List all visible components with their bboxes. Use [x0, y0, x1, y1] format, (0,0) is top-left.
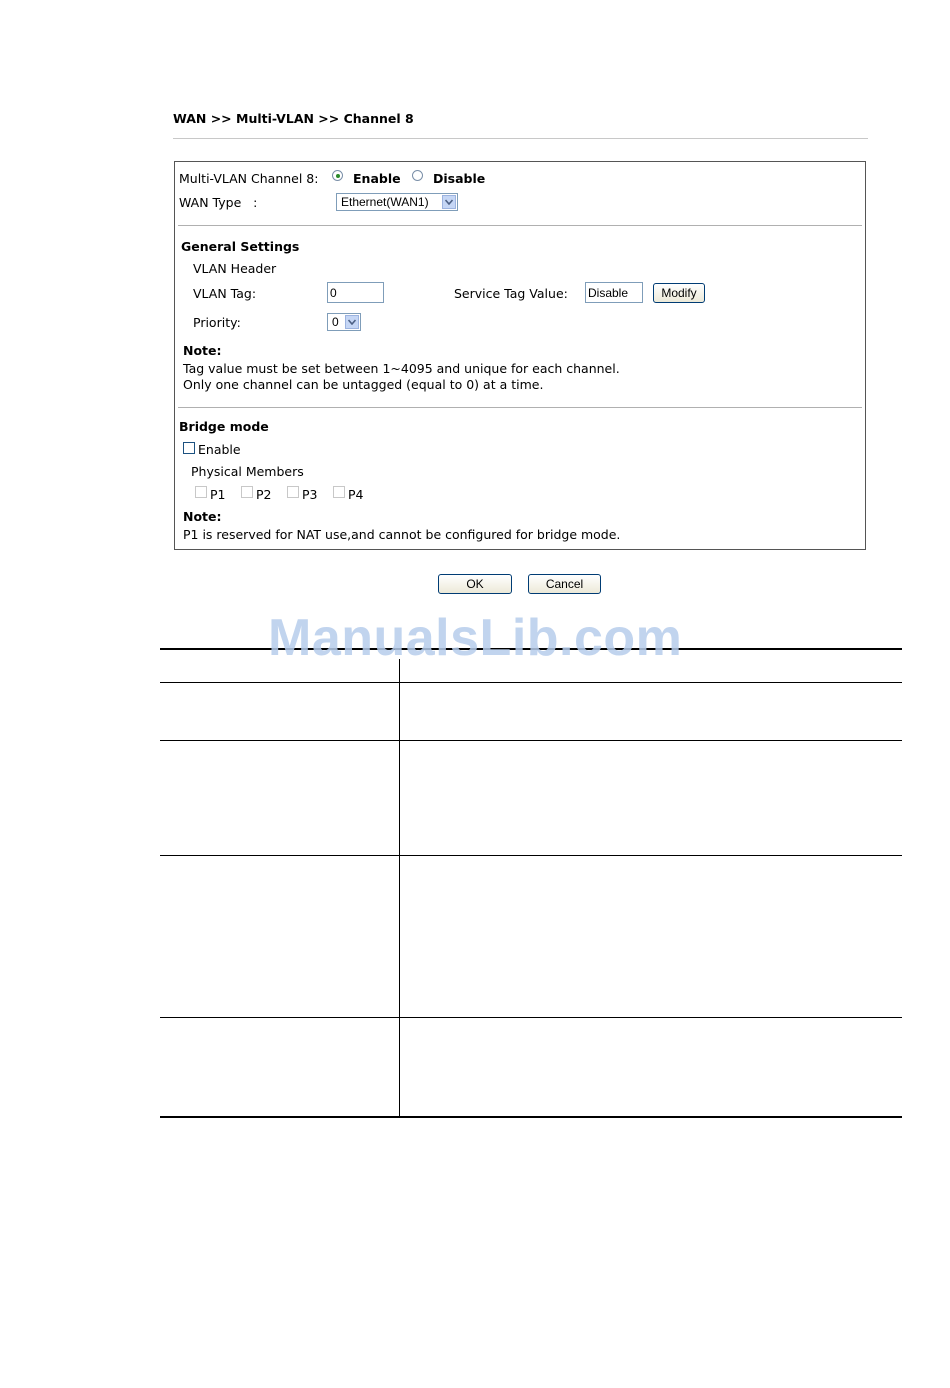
vlan-tag-value: 0 [330, 286, 337, 300]
channel-label: Multi-VLAN Channel 8: [179, 171, 319, 186]
wan-type-select[interactable] [336, 193, 458, 211]
port-p4-checkbox[interactable] [333, 486, 345, 498]
vlan-tag-label: VLAN Tag: [193, 286, 257, 301]
chevron-down-icon [442, 195, 456, 209]
wan-type-value: Ethernet(WAN1) [341, 195, 429, 209]
priority-label: Priority: [193, 315, 241, 330]
section-divider [178, 407, 862, 408]
settings-panel [174, 161, 866, 550]
general-settings-heading: General Settings [181, 239, 300, 254]
general-note-line-1: Tag value must be set between 1~4095 and unique for each channel. [183, 361, 620, 376]
section-divider [178, 225, 862, 226]
port-p2-label: P2 [256, 487, 272, 502]
table-bottom-border [160, 1116, 902, 1118]
table-column-divider [399, 659, 400, 1117]
header-divider [173, 138, 868, 139]
bridge-enable-checkbox[interactable] [183, 442, 195, 454]
channel-disable-radio[interactable] [412, 170, 423, 181]
vlan-tag-input[interactable] [327, 282, 384, 303]
service-tag-value: Disable [588, 286, 629, 300]
port-p1-checkbox[interactable] [195, 486, 207, 498]
channel-enable-label[interactable]: Enable [353, 171, 401, 186]
ok-button[interactable]: OK [438, 574, 512, 594]
bridge-enable-label[interactable]: Enable [198, 442, 241, 457]
cancel-button[interactable]: Cancel [528, 574, 601, 594]
priority-value: 0 [332, 315, 339, 329]
chevron-down-icon [345, 315, 359, 329]
modify-button[interactable]: Modify [653, 283, 705, 303]
port-p2-checkbox[interactable] [241, 486, 253, 498]
port-p3-checkbox[interactable] [287, 486, 299, 498]
wan-type-label: WAN Type : [179, 195, 258, 210]
physical-members-label: Physical Members [191, 464, 304, 479]
general-note-line-2: Only one channel can be untagged (equal to 0) at a time. [183, 377, 544, 392]
table-row-divider [160, 1017, 902, 1018]
bridge-note-title: Note: [183, 509, 222, 524]
service-tag-label: Service Tag Value: [454, 286, 568, 301]
watermark-text: ManualsLib.com [268, 609, 683, 667]
port-p4-label: P4 [348, 487, 364, 502]
priority-select[interactable] [327, 313, 361, 331]
port-p1-label: P1 [210, 487, 226, 502]
vlan-header-label: VLAN Header [193, 261, 277, 276]
table-row-divider [160, 855, 902, 856]
table-row-divider [160, 682, 902, 683]
channel-disable-label[interactable]: Disable [433, 171, 486, 186]
channel-enable-radio[interactable] [332, 170, 343, 181]
bridge-mode-heading: Bridge mode [179, 419, 269, 434]
port-p3-label: P3 [302, 487, 318, 502]
general-note-title: Note: [183, 343, 222, 358]
service-tag-input[interactable] [585, 282, 643, 303]
bridge-note-line: P1 is reserved for NAT use,and cannot be configured for bridge mode. [183, 527, 621, 542]
breadcrumb: WAN >> Multi-VLAN >> Channel 8 [173, 111, 414, 126]
table-row-divider [160, 740, 902, 741]
